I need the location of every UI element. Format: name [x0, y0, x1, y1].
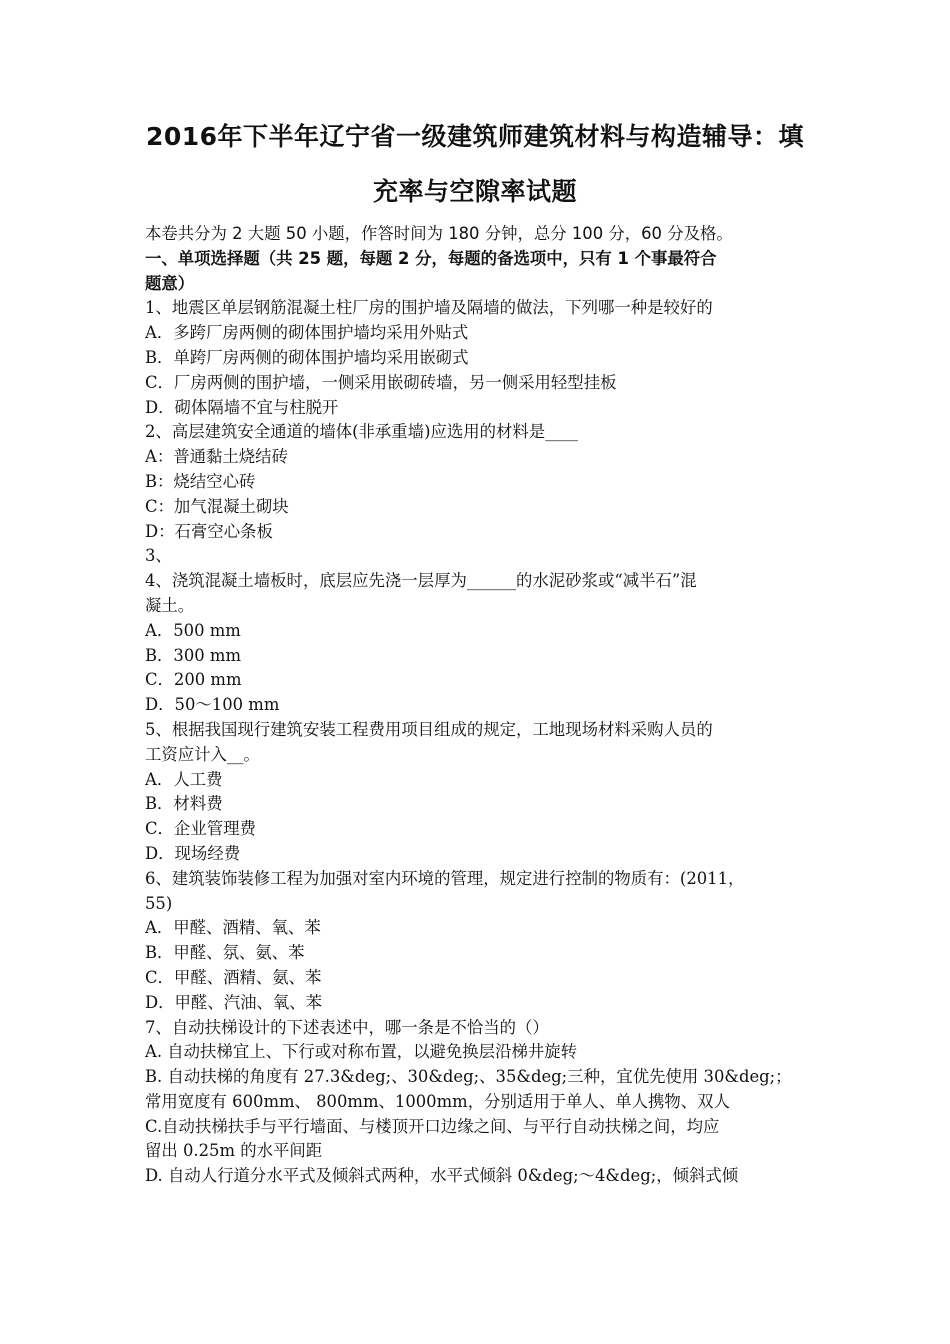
question-7-option-b: B. 自动扶梯的角度有 27.3&deg;、30&deg;、35&deg;三种，宜优先使用 30&deg;； — [145, 1067, 792, 1087]
question-2-option-b: B：烧结空心砖 — [145, 471, 256, 491]
section-heading: 一、单项选择题（共 25 题，每题 2 分，每题的备选项中，只有 1 个事最符合 — [145, 248, 717, 268]
section-heading-continued: 题意） — [145, 273, 195, 293]
question-6-continued: 55) — [145, 893, 173, 913]
question-5-option-c: C．企业管理费 — [145, 819, 256, 839]
question-7-option-c: C.自动扶梯扶手与平行墙面、与楼顶开口边缘之间、与平行自动扶梯之间，均应 — [145, 1116, 720, 1136]
exam-instructions: 本卷共分为 2 大题 50 小题，作答时间为 180 分钟，总分 100 分，60 分及格。 — [145, 224, 733, 243]
question-6-option-a: A．甲醛、酒精、氧、苯 — [145, 918, 321, 938]
question-5: 5、根据我国现行建筑安装工程费用项目组成的规定，工地现场材料采购人员的 — [145, 719, 713, 739]
question-2-option-c: C：加气混凝土砌块 — [145, 496, 289, 516]
question-4-option-d: D．50～100 mm — [145, 695, 280, 715]
question-1-option-b: B．单跨厂房两侧的砌体围护墙均采用嵌砌式 — [145, 347, 469, 367]
question-4-option-b: B．300 mm — [145, 645, 242, 665]
question-4-option-c: C．200 mm — [145, 670, 242, 690]
question-1-option-c: C．厂房两侧的围护墙，一侧采用嵌砌砖墙，另一侧采用轻型挂板 — [145, 372, 617, 392]
question-2-option-a: A：普通黏土烧结砖 — [145, 447, 288, 467]
question-4-option-a: A．500 mm — [145, 620, 241, 640]
question-6-option-b: B．甲醛、氛、氨、苯 — [145, 943, 305, 963]
question-5-option-b: B．材料费 — [145, 794, 223, 814]
question-6: 6、建筑装饰装修工程为加强对室内环境的管理，规定进行控制的物质有：(2011， — [145, 868, 745, 888]
question-3: 3、 — [145, 546, 172, 566]
question-2-option-d: D：石膏空心条板 — [145, 521, 273, 541]
question-2: 2、高层建筑安全通道的墙体(非承重墙)应选用的材料是____ — [145, 422, 578, 442]
question-4-continued: 凝土。 — [145, 595, 195, 615]
question-5-option-a: A．人工费 — [145, 769, 223, 789]
question-5-option-d: D．现场经费 — [145, 843, 241, 863]
question-1-option-a: A．多跨厂房两侧的砌体围护墙均采用外贴式 — [145, 323, 469, 343]
question-7-option-c-continued: 留出 0.25m 的水平间距 — [145, 1141, 323, 1161]
question-4: 4、浇筑混凝土墙板时，底层应先浇一层厚为______的水泥砂浆或“减半石”混 — [145, 571, 697, 591]
question-6-option-d: D．甲醛、汽油、氧、苯 — [145, 992, 323, 1012]
document-title-line-1: 2016年下半年辽宁省一级建筑师建筑材料与构造辅导：填 — [145, 122, 805, 151]
question-7-option-b-continued: 常用宽度有 600mm、 800mm、1000mm，分别适用于单人、单人携物、双人 — [145, 1091, 730, 1111]
question-7-option-d: D. 自动人行道分水平式及倾斜式两种，水平式倾斜 0&deg;～4&deg;，倾斜式倾 — [145, 1166, 739, 1186]
document-title-line-2: 充率与空隙率试题 — [372, 177, 577, 206]
question-7: 7、自动扶梯设计的下述表述中，哪一条是不恰当的（） — [145, 1017, 549, 1037]
question-6-option-c: C．甲醛、酒精、氨、苯 — [145, 967, 322, 987]
question-7-option-a: A. 自动扶梯宜上、下行或对称布置，以避免换层沿梯井旋转 — [145, 1042, 578, 1062]
question-5-continued: 工资应计入__。 — [145, 744, 260, 764]
document-body — [145, 222, 807, 1189]
question-1-option-d: D．砌体隔墙不宜与柱脱开 — [145, 397, 339, 417]
question-1: 1、地震区单层钢筋混凝土柱厂房的围护墙及隔墙的做法，下列哪一种是较好的 — [145, 298, 713, 318]
